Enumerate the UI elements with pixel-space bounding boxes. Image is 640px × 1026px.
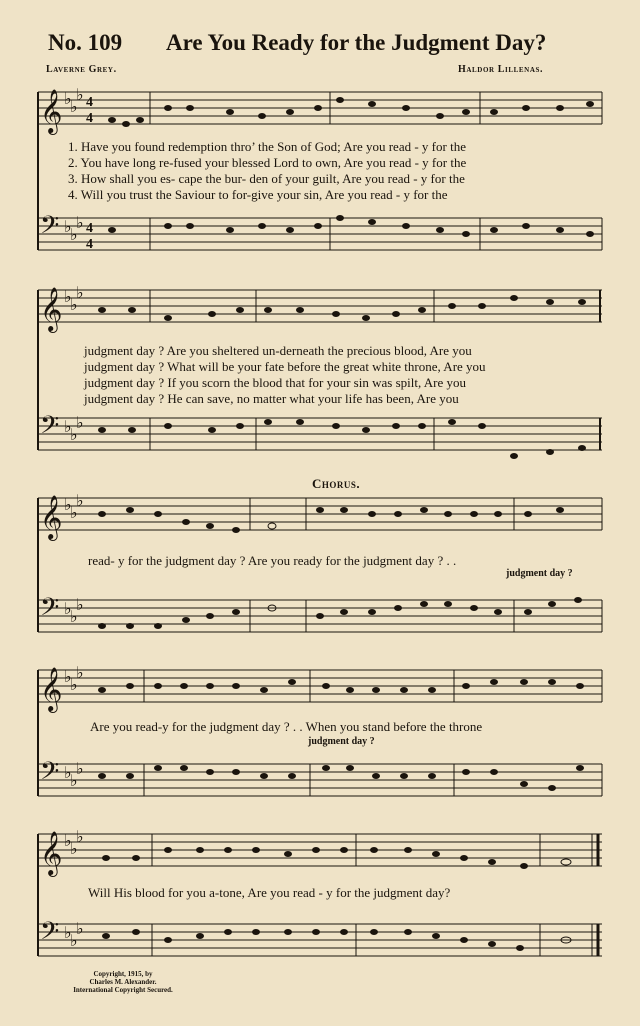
chorus-lyric-1: read- y for the judgment day ? Are you ready for the judgment day ? . . [88,553,457,568]
copyright-line-2: Charles M. Alexander. [89,978,157,986]
verse-4-line-2: judgment day ? He can save, no matter what your life has been, Are you [84,391,459,406]
svg-text:𝄞: 𝄞 [40,667,63,711]
chorus-lyric-3: Will His blood for you a-tone, Are you read - y for the judgment day? [88,885,451,900]
hymn-number: No. 109 [48,30,123,55]
verse-2-line-2: judgment day ? What will be your fate before the great white throne, Are you [84,359,486,374]
staff-graphics-1 [0,0,640,270]
composer-credit: Haldor Lillenas. [458,64,544,75]
staff-graphics-4 [0,650,640,820]
svg-text:♭: ♭ [70,773,78,790]
svg-text:♭: ♭ [64,669,72,686]
svg-text:♭: ♭ [70,841,78,858]
svg-text:♭: ♭ [64,289,72,306]
svg-text:♭: ♭ [70,933,78,950]
svg-text:𝄞: 𝄞 [40,831,63,875]
copyright-line-3: International Copyright Secured. [73,986,173,994]
copyright-line-1: Copyright, 1915, by [93,970,153,978]
music-system-5 [0,820,640,970]
svg-text:𝄢: 𝄢 [40,211,60,246]
svg-text:♭: ♭ [64,497,72,514]
verse-1-line-2: judgment day ? Are you sheltered un-derneath the precious blood, Are you [84,343,472,358]
svg-text:4: 4 [86,111,93,126]
verse-3-line-2: judgment day ? If you scorn the blood that for your sin was spilt, Are you [84,375,466,390]
svg-text:♭: ♭ [76,87,84,104]
lyricist-credit: Laverne Grey. [46,64,117,75]
svg-text:𝄢: 𝄢 [40,593,60,628]
svg-text:♭: ♭ [70,609,78,626]
chorus-echo-1: judgment day ? [506,568,573,579]
svg-text:♭: ♭ [76,761,84,778]
copyright-notice [58,970,188,994]
chorus-echo-2: judgment day ? [308,736,375,747]
svg-text:4: 4 [86,95,93,110]
svg-text:♭: ♭ [64,219,72,236]
chorus-lyric-2: Are you read-y for the judgment day ? . . When you stand before the throne [90,719,483,734]
svg-text:𝄞: 𝄞 [40,495,63,539]
svg-text:♭: ♭ [64,765,72,782]
music-system-4 [0,650,640,820]
svg-text:𝄢: 𝄢 [40,917,60,952]
svg-text:♭: ♭ [64,419,72,436]
svg-text:♭: ♭ [64,601,72,618]
svg-text:4: 4 [86,237,93,252]
chorus-label: Chorus. [312,476,361,491]
svg-text:♭: ♭ [64,925,72,942]
svg-text:♭: ♭ [70,677,78,694]
svg-text:♭: ♭ [76,493,84,510]
svg-text:𝄞: 𝄞 [40,89,63,133]
svg-text:♭: ♭ [64,91,72,108]
svg-text:♭: ♭ [76,665,84,682]
music-system-1 [0,0,640,270]
svg-text:♭: ♭ [76,829,84,846]
svg-text:4: 4 [86,221,93,236]
svg-text:♭: ♭ [64,833,72,850]
svg-text:𝄞: 𝄞 [40,287,63,331]
verse-3-line: 3. How shall you es- cape the bur- den of your guilt, Are you read - y for the [68,171,465,186]
svg-text:♭: ♭ [70,427,78,444]
svg-text:♭: ♭ [70,227,78,244]
verse-2-line: 2. You have long re-fused your blessed Lord to own, Are you read - y for the [68,155,467,170]
svg-text:♭: ♭ [76,285,84,302]
svg-text:♭: ♭ [76,415,84,432]
svg-text:♭: ♭ [76,215,84,232]
hymn-title: Are You Ready for the Judgment Day? [166,30,547,55]
svg-text:♭: ♭ [76,921,84,938]
svg-text:𝄢: 𝄢 [40,411,60,446]
svg-text:♭: ♭ [70,297,78,314]
svg-text:𝄢: 𝄢 [40,757,60,792]
music-system-3 [0,470,640,650]
verse-1-line: 1. Have you found redemption thro’ the Son of God; Are you read - y for the [68,139,466,154]
music-system-2 [0,270,640,470]
svg-text:♭: ♭ [70,99,78,116]
verse-4-line: 4. Will you trust the Saviour to for-give your sin, Are you read - y for the [68,187,448,202]
svg-text:♭: ♭ [76,597,84,614]
svg-text:♭: ♭ [70,505,78,522]
